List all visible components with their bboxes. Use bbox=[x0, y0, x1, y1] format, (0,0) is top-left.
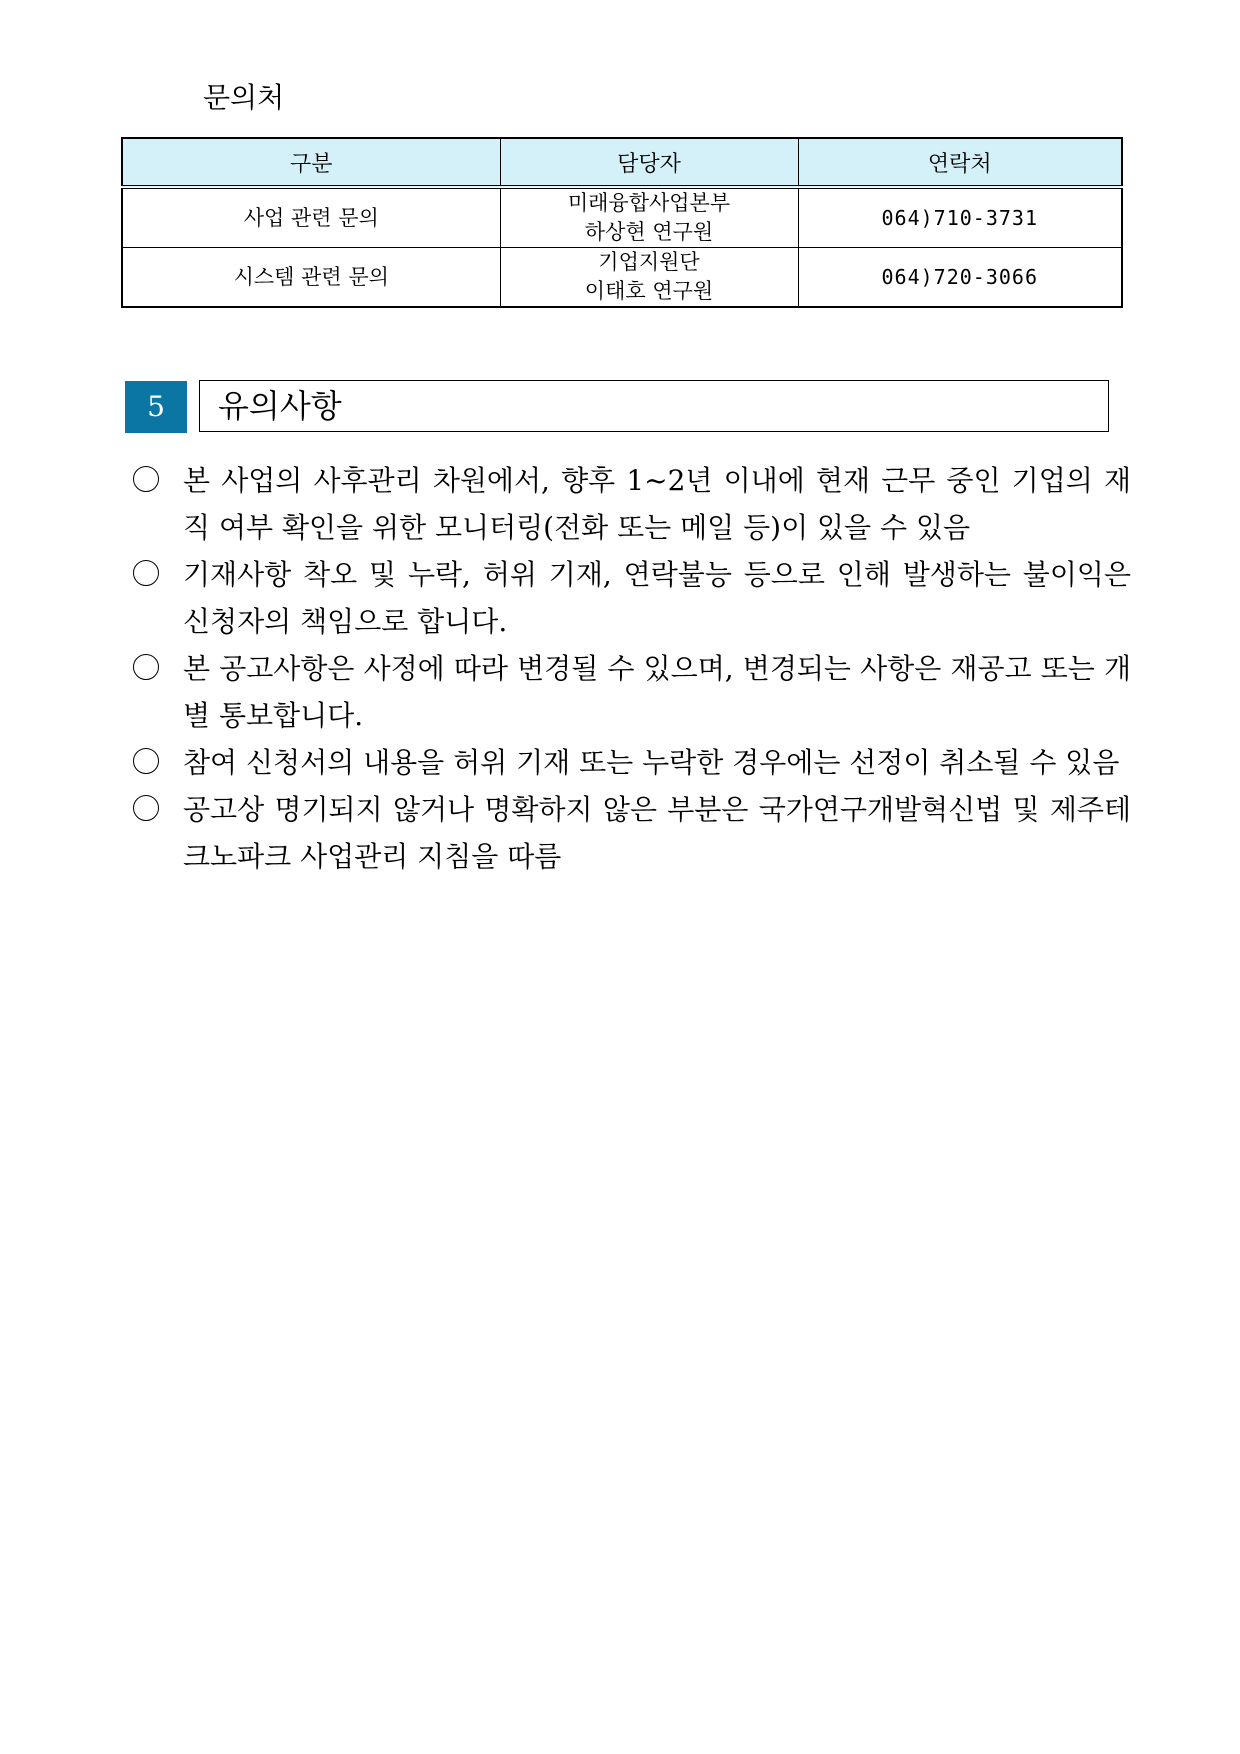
column-header-category: 구분 bbox=[122, 138, 500, 187]
person-name: 이태호 연구원 bbox=[584, 279, 714, 303]
note-text: 공고상 명기되지 않거나 명확하지 않은 부분은 국가연구개발혁신법 및 제주테크노파크 사업관리 지침을 따름 bbox=[183, 793, 1131, 873]
phone-cell: 064)720-3066 bbox=[798, 248, 1122, 308]
list-item bbox=[133, 739, 1131, 786]
person-department: 기업지원단 bbox=[598, 250, 700, 274]
list-item bbox=[133, 457, 1131, 551]
note-text: 본 사업의 사후관리 차원에서, 향후 1~2년 이내에 현재 근무 중인 기업의 재직 여부 확인을 위한 모니터링(전화 또는 메일 등)이 있을 수 있음 bbox=[183, 464, 1131, 544]
note-text: 본 공고사항은 사정에 따라 변경될 수 있으며, 변경되는 사항은 재공고 또는 개별 통보합니다. bbox=[183, 652, 1131, 732]
list-item bbox=[133, 645, 1131, 739]
note-text: 기재사항 착오 및 누락, 허위 기재, 연락불능 등으로 인해 발생하는 불이익은 신청자의 책임으로 합니다. bbox=[183, 558, 1131, 638]
contact-heading: 문의처 bbox=[203, 81, 285, 114]
circle-bullet-icon bbox=[133, 560, 159, 586]
category-cell: 시스템 관련 문의 bbox=[122, 248, 500, 308]
list-item bbox=[133, 551, 1131, 645]
circle-bullet-icon bbox=[133, 654, 159, 680]
person-cell bbox=[500, 187, 798, 248]
phone-cell: 064)710-3731 bbox=[798, 187, 1122, 248]
category-cell: 사업 관련 문의 bbox=[122, 187, 500, 248]
table-header-row bbox=[122, 138, 1122, 187]
table-row bbox=[122, 248, 1122, 308]
table-row bbox=[122, 187, 1122, 248]
section-title: 유의사항 bbox=[218, 387, 342, 425]
circle-bullet-icon bbox=[133, 748, 159, 774]
person-department: 미래융합사업본부 bbox=[567, 191, 731, 215]
notes-list bbox=[133, 457, 1131, 880]
list-item bbox=[133, 786, 1131, 880]
section-number-badge: 5 bbox=[125, 381, 187, 433]
section-title-box bbox=[199, 380, 1109, 432]
circle-bullet-icon bbox=[133, 795, 159, 821]
note-text: 참여 신청서의 내용을 허위 기재 또는 누락한 경우에는 선정이 취소될 수 있음 bbox=[183, 746, 1120, 779]
circle-bullet-icon bbox=[133, 466, 159, 492]
person-name: 하상현 연구원 bbox=[584, 220, 714, 244]
column-header-phone: 연락처 bbox=[798, 138, 1122, 187]
column-header-person: 담당자 bbox=[500, 138, 798, 187]
person-cell bbox=[500, 248, 798, 308]
contact-table bbox=[121, 137, 1123, 308]
